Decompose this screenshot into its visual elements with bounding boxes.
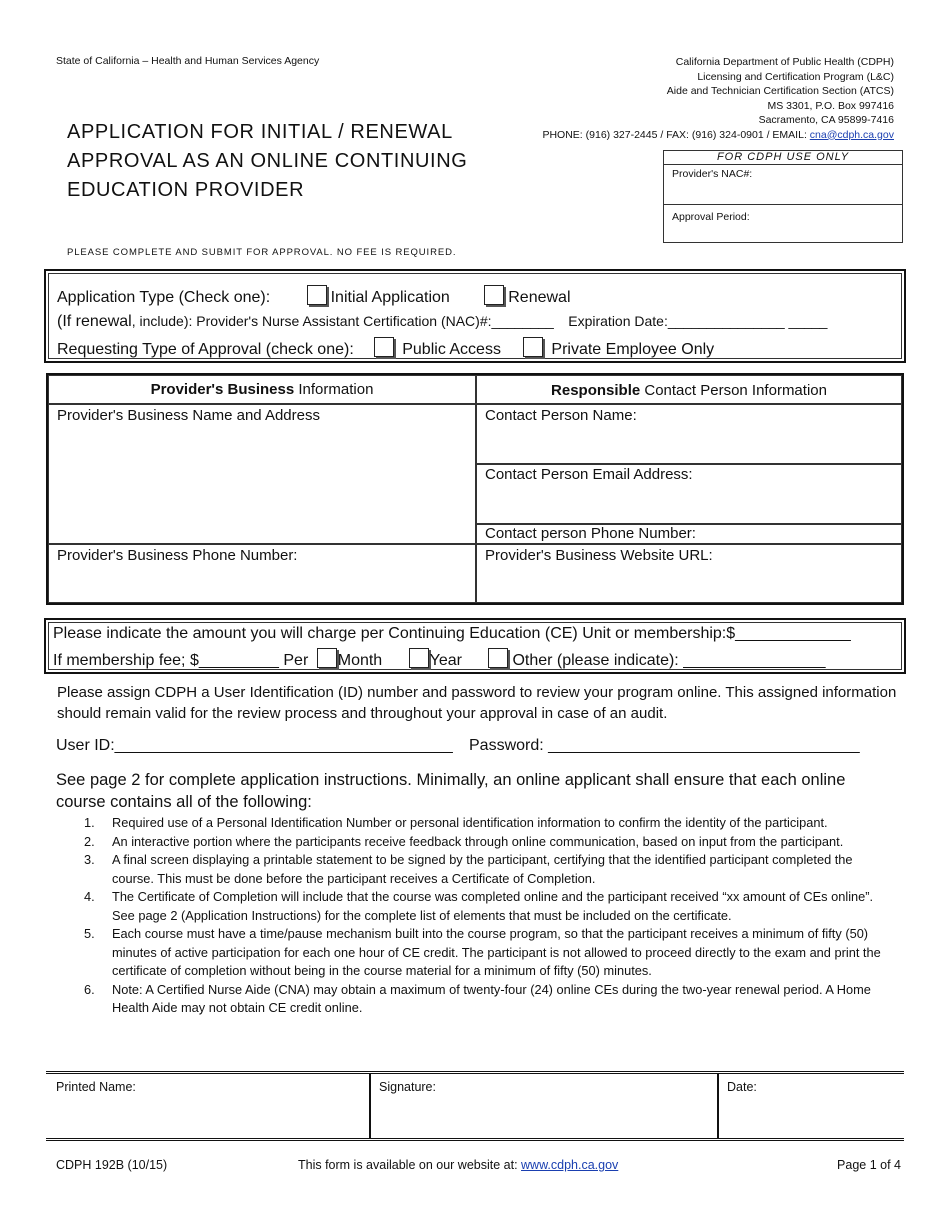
other-checkbox[interactable]: [488, 648, 508, 668]
business-name-address-field[interactable]: Provider's Business Name and Address: [48, 404, 476, 544]
month-label: Month: [337, 652, 383, 669]
requirement-item: [56, 814, 896, 833]
password-field[interactable]: Password: ___________________________________: [469, 737, 860, 754]
department-line: Aide and Technician Certification Section (ATCS): [666, 85, 894, 97]
business-info-header: [48, 375, 476, 404]
contact-email-link[interactable]: cna@cdph.ca.gov: [809, 128, 894, 141]
printed-name-field[interactable]: Printed Name:: [46, 1074, 371, 1138]
approval-period-field[interactable]: Approval Period:: [672, 211, 750, 223]
page-number: Page 1 of 4: [837, 1158, 901, 1172]
membership-fee-field[interactable]: If membership fee; $_________ Per: [53, 652, 309, 669]
contact-info-header: [476, 375, 902, 404]
contact-phone-field[interactable]: Contact person Phone Number:: [476, 524, 902, 544]
signature-section: [46, 1071, 904, 1141]
requirement-text: Required use of a Personal Identification Number or personal identification information to confirm the identity of the participant.: [112, 815, 828, 830]
contact-header-bold: Responsible: [551, 382, 641, 399]
website-notice-text: This form is available on our website at:: [298, 1158, 522, 1172]
requirement-number: 2.: [84, 833, 95, 849]
requirement-text: Each course must have a time/pause mechanism built into the course program, so that the participant receives a minimum of fifty (50) minutes of active participation for each one hour of CE credit. The participant is not allowed to proceed directly to the exam and print the certificate of completion without being in the course material for a minimum of fifty (50) minutes.: [112, 926, 881, 978]
provider-information-table: [46, 373, 904, 605]
department-line: MS 3301, P.O. Box 997416: [767, 99, 894, 112]
initial-application-label: Initial Application: [330, 289, 450, 306]
requirement-number: 6.: [84, 981, 95, 997]
business-website-field[interactable]: Provider's Business Website URL:: [476, 544, 902, 603]
ce-charge-field[interactable]: Please indicate the amount you will charge per Continuing Education (CE) Unit or membership:$_____________: [53, 625, 851, 642]
requirement-number: 5.: [84, 926, 95, 941]
private-employee-checkbox[interactable]: [523, 337, 543, 357]
user-id-instructions: Please assign CDPH a User Identification (ID) number and password to review your program online. This assigned information should remain valid for the review process and throughout your approval in case of an audit.: [57, 684, 897, 722]
renewal-details-row: [57, 313, 827, 331]
year-label: Year: [429, 652, 462, 669]
title-line: EDUCATION PROVIDER: [67, 179, 305, 201]
application-type-label: Application Type (Check one):: [57, 289, 271, 306]
requirement-number: 1.: [84, 815, 95, 830]
title-line: APPLICATION FOR INITIAL / RENEWAL: [67, 121, 453, 143]
agency-name: State of California – Health and Human Services Agency: [56, 55, 320, 67]
business-phone-field[interactable]: Provider's Business Phone Number:: [48, 544, 476, 603]
expiration-date-field[interactable]: Expiration Date:_______________ _____: [568, 313, 828, 329]
title-line: APPROVAL AS AN ONLINE CONTINUING: [67, 150, 468, 172]
renewal-checkbox[interactable]: [484, 285, 504, 305]
contact-email-field[interactable]: Contact Person Email Address:: [476, 464, 902, 524]
charges-section: [44, 618, 906, 674]
contact-phone-fax: PHONE: (916) 327-2445 / FAX: (916) 324-0901 / EMAIL:: [542, 128, 810, 141]
requirements-list: [56, 814, 896, 1018]
form-title: [67, 118, 467, 205]
requirement-number: 3.: [84, 852, 95, 867]
business-header-bold: Provider's Business: [150, 381, 295, 398]
membership-row: [53, 648, 826, 670]
application-type-section: [44, 269, 906, 363]
department-line: Sacramento, CA 95899-7416: [758, 114, 894, 126]
requirement-item: [56, 981, 896, 1018]
other-field[interactable]: Other (please indicate): ________________: [512, 652, 826, 669]
requirement-item: [56, 833, 896, 852]
signature-field[interactable]: Signature:: [371, 1074, 719, 1138]
month-checkbox[interactable]: [317, 648, 337, 668]
application-type-row: [57, 285, 571, 307]
date-field[interactable]: Date:: [727, 1080, 757, 1094]
user-id-field[interactable]: User ID:______________________________________: [56, 737, 453, 754]
contact-name-field[interactable]: Contact Person Name:: [476, 404, 902, 464]
department-line: California Department of Public Health (CDPH): [675, 56, 894, 68]
requirement-text: A final screen displaying a printable statement to be signed by the participant, certifying that the identified participant completed the course. This must be done before the participant receives a Certificate of Completion.: [112, 852, 853, 886]
department-line: Licensing and Certification Program (L&C): [697, 70, 894, 83]
requirement-text: The Certificate of Completion will include that the course was completed online and the participant received “xx amount of CEs online”. See page 2 (Application Instructions) for the complete list of elements that must be included on the certificate.: [112, 889, 874, 923]
cdph-use-only-box: [663, 150, 903, 243]
form-id: CDPH 192B (10/15): [56, 1158, 168, 1172]
business-header-rest: Information: [294, 381, 374, 398]
nac-number-field[interactable]: Provider's Nurse Assistant Certification (NAC)#:________: [196, 313, 554, 329]
department-address: [542, 55, 894, 142]
requirement-item: [56, 925, 896, 981]
submit-note: PLEASE COMPLETE AND SUBMIT FOR APPROVAL. NO FEE IS REQUIRED.: [67, 247, 457, 258]
year-checkbox[interactable]: [409, 648, 429, 668]
provider-nac-field[interactable]: Provider's NAC#:: [664, 165, 902, 205]
private-employee-label: Private Employee Only: [551, 341, 715, 358]
renewal-label: Renewal: [508, 289, 571, 306]
website-notice: [298, 1158, 618, 1172]
renewal-include: , include):: [131, 313, 197, 329]
requirement-item: [56, 851, 896, 888]
website-link[interactable]: www.cdph.ca.gov: [521, 1158, 619, 1172]
public-access-label: Public Access: [402, 341, 501, 358]
requirement-text: Note: A Certified Nurse Aide (CNA) may obtain a maximum of twenty-four (24) online CEs during the two-year renewal period. A Home Health Aide may not obtain CE credit online.: [112, 981, 871, 1015]
approval-type-label: Requesting Type of Approval (check one):: [57, 341, 354, 358]
requirement-number: 4.: [84, 889, 95, 904]
requirement-item: [56, 888, 896, 925]
requirements-intro: See page 2 for complete application instructions. Minimally, an online applicant shall ensure that each online course contains all of the following:: [56, 771, 846, 811]
contact-header-rest: Contact Person Information: [640, 382, 827, 399]
cdph-use-heading: FOR CDPH USE ONLY: [664, 151, 902, 165]
initial-application-checkbox[interactable]: [307, 285, 327, 305]
renewal-prefix: (If renewal: [57, 313, 132, 330]
public-access-checkbox[interactable]: [374, 337, 394, 357]
contact-line: [542, 128, 894, 143]
approval-type-row: [57, 337, 714, 359]
requirement-text: An interactive portion where the participants receive feedback through online communication, based on input from the participant.: [112, 833, 844, 849]
